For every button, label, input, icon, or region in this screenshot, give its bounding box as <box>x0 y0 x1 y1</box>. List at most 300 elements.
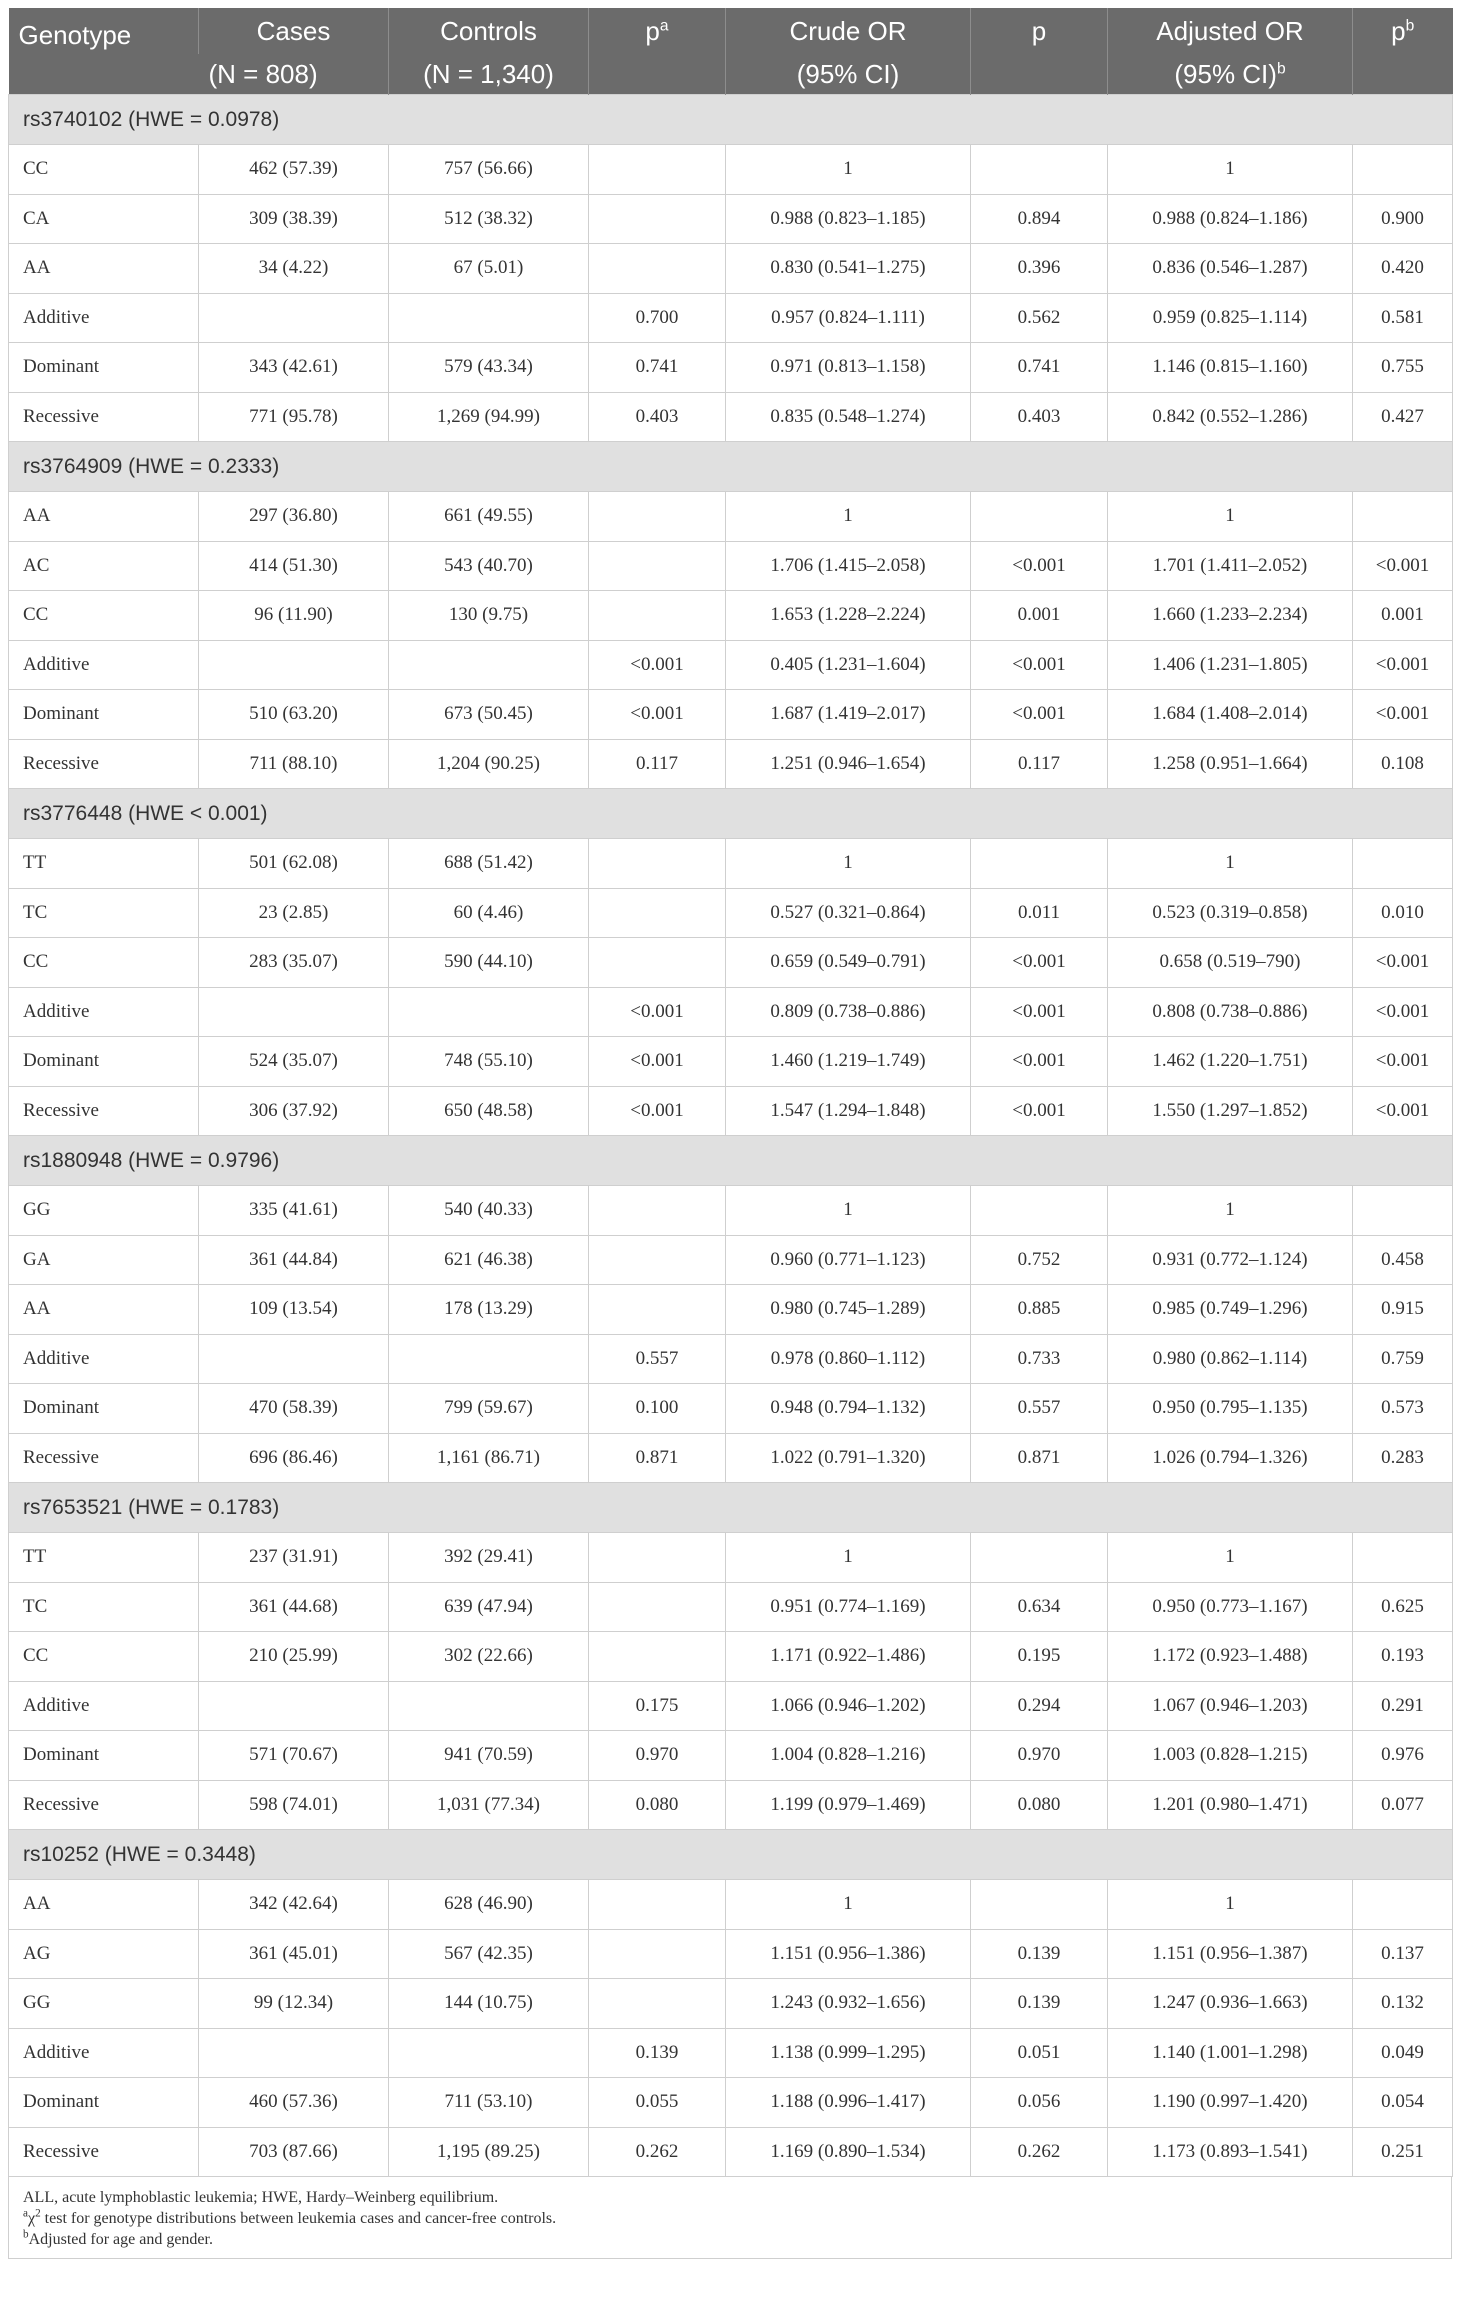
table-row <box>9 2127 1453 2177</box>
genotype-cell: Additive <box>9 293 199 343</box>
p-cell: 0.011 <box>971 888 1108 938</box>
p-a-cell <box>589 1880 726 1930</box>
cases-cell: 462 (57.39) <box>199 145 389 195</box>
genotype-cell: TC <box>9 1582 199 1632</box>
genotype-cell: Additive <box>9 1681 199 1731</box>
table-row <box>9 690 1453 740</box>
p-a-cell <box>589 1235 726 1285</box>
controls-cell: 130 (9.75) <box>389 591 589 641</box>
p-a-cell: 0.557 <box>589 1334 726 1384</box>
cases-cell: 524 (35.07) <box>199 1037 389 1087</box>
p-a-cell: <0.001 <box>589 690 726 740</box>
table-row <box>9 1681 1453 1731</box>
table-row <box>9 1780 1453 1830</box>
table-row <box>9 640 1453 690</box>
crude-or-cell: 1.004 (0.828–1.216) <box>726 1731 971 1781</box>
table-body <box>9 95 1453 2177</box>
p-b-cell: 0.108 <box>1353 739 1453 789</box>
crude-or-cell: 0.948 (0.794–1.132) <box>726 1384 971 1434</box>
p-b-cell: 0.976 <box>1353 1731 1453 1781</box>
p-a-cell: <0.001 <box>589 1037 726 1087</box>
p-b-cell: <0.001 <box>1353 938 1453 988</box>
snp-section-header <box>9 789 1453 839</box>
p-a-cell: 0.741 <box>589 343 726 393</box>
p-cell: 0.294 <box>971 1681 1108 1731</box>
adjusted-or-cell: 1.462 (1.220–1.751) <box>1108 1037 1353 1087</box>
adjusted-or-cell: 1.026 (0.794–1.326) <box>1108 1433 1353 1483</box>
crude-or-cell: 0.960 (0.771–1.123) <box>726 1235 971 1285</box>
adjusted-or-cell: 0.658 (0.519–790) <box>1108 938 1353 988</box>
snp-section-header <box>9 1483 1453 1533</box>
p-a-cell: 0.139 <box>589 2028 726 2078</box>
genotype-cell: AA <box>9 1285 199 1335</box>
controls-cell: 178 (13.29) <box>389 1285 589 1335</box>
genotype-cell: AA <box>9 1880 199 1930</box>
genotype-cell: Dominant <box>9 690 199 740</box>
genotype-cell: Dominant <box>9 343 199 393</box>
table-row <box>9 1929 1453 1979</box>
p-b-cell: 0.001 <box>1353 591 1453 641</box>
adjusted-or-cell: 0.523 (0.319–0.858) <box>1108 888 1353 938</box>
table-row <box>9 1186 1453 1236</box>
p-b-cell: 0.132 <box>1353 1979 1453 2029</box>
p-cell: <0.001 <box>971 640 1108 690</box>
cases-cell: 470 (58.39) <box>199 1384 389 1434</box>
p-b-cell: <0.001 <box>1353 690 1453 740</box>
controls-cell <box>389 293 589 343</box>
p-a-cell: 0.970 <box>589 1731 726 1781</box>
table-row <box>9 1037 1453 1087</box>
cases-cell: 309 (38.39) <box>199 194 389 244</box>
adjusted-or-cell: 1.003 (0.828–1.215) <box>1108 1731 1353 1781</box>
header-controls: Controls <box>389 8 589 54</box>
controls-cell: 302 (22.66) <box>389 1632 589 1682</box>
crude-or-cell: 0.971 (0.813–1.158) <box>726 343 971 393</box>
genotype-cell: AG <box>9 1929 199 1979</box>
adjusted-or-cell: 1.701 (1.411–2.052) <box>1108 541 1353 591</box>
cases-cell: 771 (95.78) <box>199 392 389 442</box>
controls-cell: 1,269 (94.99) <box>389 392 589 442</box>
p-cell: 0.080 <box>971 1780 1108 1830</box>
controls-cell: 711 (53.10) <box>389 2078 589 2128</box>
genotype-cell: TT <box>9 839 199 889</box>
cases-cell: 361 (44.68) <box>199 1582 389 1632</box>
genotype-cell: CC <box>9 938 199 988</box>
crude-or-cell: 0.659 (0.549–0.791) <box>726 938 971 988</box>
header-blank <box>589 54 726 95</box>
adjusted-or-cell: 1 <box>1108 1533 1353 1583</box>
header-p-a: $p^a$ <box>589 8 726 54</box>
adjusted-or-cell: 1 <box>1108 839 1353 889</box>
snp-section-title: rs3764909 (HWE = 0.2333) <box>9 442 1453 492</box>
p-a-cell <box>589 244 726 294</box>
cases-cell <box>199 293 389 343</box>
footnote-a: $^a\chi^2$ test for genotype distributions between leukemia cases and cancer-free controls. <box>23 2207 557 2227</box>
adjusted-or-cell: 0.950 (0.773–1.167) <box>1108 1582 1353 1632</box>
p-a-cell <box>589 194 726 244</box>
crude-or-cell: 1.138 (0.999–1.295) <box>726 2028 971 2078</box>
cases-cell <box>199 2028 389 2078</box>
table-row <box>9 2078 1453 2128</box>
p-cell <box>971 839 1108 889</box>
adjusted-or-cell: 1.173 (0.893–1.541) <box>1108 2127 1353 2177</box>
p-a-cell <box>589 839 726 889</box>
cases-cell: 297 (36.80) <box>199 492 389 542</box>
header-cases-n: (N = 808) <box>199 54 389 95</box>
table-row <box>9 839 1453 889</box>
crude-or-cell: 1.188 (0.996–1.417) <box>726 2078 971 2128</box>
crude-or-cell: 0.957 (0.824–1.111) <box>726 293 971 343</box>
header-p: p <box>971 8 1108 54</box>
table-row <box>9 739 1453 789</box>
table-row <box>9 1334 1453 1384</box>
p-a-cell <box>589 145 726 195</box>
p-cell <box>971 492 1108 542</box>
snp-section-header <box>9 1136 1453 1186</box>
table-row <box>9 1979 1453 2029</box>
genotype-cell: AA <box>9 492 199 542</box>
crude-or-cell: 0.830 (0.541–1.275) <box>726 244 971 294</box>
p-b-cell: 0.458 <box>1353 1235 1453 1285</box>
p-b-cell: 0.077 <box>1353 1780 1453 1830</box>
snp-section-title: rs10252 (HWE = 0.3448) <box>9 1830 1453 1880</box>
p-cell: 0.970 <box>971 1731 1108 1781</box>
p-b-cell: <0.001 <box>1353 1086 1453 1136</box>
p-cell: 0.557 <box>971 1384 1108 1434</box>
table-row <box>9 343 1453 393</box>
p-cell: 0.051 <box>971 2028 1108 2078</box>
crude-or-cell: 1.653 (1.228–2.224) <box>726 591 971 641</box>
controls-cell <box>389 2028 589 2078</box>
p-a-cell: 0.175 <box>589 1681 726 1731</box>
table-row <box>9 1632 1453 1682</box>
adjusted-or-cell: 1 <box>1108 492 1353 542</box>
p-a-cell: <0.001 <box>589 640 726 690</box>
table-row <box>9 194 1453 244</box>
controls-cell: 512 (38.32) <box>389 194 589 244</box>
p-b-cell: 0.054 <box>1353 2078 1453 2128</box>
snp-section-title: rs3740102 (HWE = 0.0978) <box>9 95 1453 145</box>
footnote-abbreviations: ALL, acute lymphoblastic leukemia; HWE, Hardy–Weinberg equilibrium. <box>23 2189 499 2206</box>
crude-or-cell: 0.980 (0.745–1.289) <box>726 1285 971 1335</box>
genotype-cell: CC <box>9 145 199 195</box>
controls-cell: 1,161 (86.71) <box>389 1433 589 1483</box>
cases-cell <box>199 1681 389 1731</box>
genotype-cell: GG <box>9 1186 199 1236</box>
cases-cell: 510 (63.20) <box>199 690 389 740</box>
table-row <box>9 1384 1453 1434</box>
p-b-cell: 0.420 <box>1353 244 1453 294</box>
table-row <box>9 492 1453 542</box>
controls-cell: 650 (48.58) <box>389 1086 589 1136</box>
p-b-cell: 0.915 <box>1353 1285 1453 1335</box>
p-b-cell: 0.137 <box>1353 1929 1453 1979</box>
p-a-cell <box>589 1186 726 1236</box>
p-a-cell: <0.001 <box>589 1086 726 1136</box>
p-a-cell <box>589 541 726 591</box>
table-row <box>9 145 1453 195</box>
controls-cell <box>389 1681 589 1731</box>
table-row <box>9 244 1453 294</box>
adjusted-or-cell: 1.660 (1.233–2.234) <box>1108 591 1353 641</box>
table-row <box>9 293 1453 343</box>
adjusted-or-cell: 1.550 (1.297–1.852) <box>1108 1086 1353 1136</box>
p-a-cell: 0.700 <box>589 293 726 343</box>
table-row <box>9 392 1453 442</box>
p-b-cell: <0.001 <box>1353 1037 1453 1087</box>
controls-cell: 621 (46.38) <box>389 1235 589 1285</box>
table-row <box>9 1285 1453 1335</box>
controls-cell: 540 (40.33) <box>389 1186 589 1236</box>
crude-or-cell: 1 <box>726 492 971 542</box>
genotype-cell: Recessive <box>9 2127 199 2177</box>
cases-cell: 99 (12.34) <box>199 1979 389 2029</box>
adjusted-or-cell: 1.406 (1.231–1.805) <box>1108 640 1353 690</box>
p-b-cell: 0.283 <box>1353 1433 1453 1483</box>
p-a-cell: 0.403 <box>589 392 726 442</box>
crude-or-cell: 1 <box>726 1880 971 1930</box>
adjusted-or-cell: 1.146 (0.815–1.160) <box>1108 343 1353 393</box>
crude-or-cell: 0.951 (0.774–1.169) <box>726 1582 971 1632</box>
p-cell: <0.001 <box>971 1086 1108 1136</box>
controls-cell: 1,031 (77.34) <box>389 1780 589 1830</box>
p-b-cell: <0.001 <box>1353 541 1453 591</box>
cases-cell: 23 (2.85) <box>199 888 389 938</box>
controls-cell <box>389 1334 589 1384</box>
p-b-cell <box>1353 145 1453 195</box>
table-row <box>9 541 1453 591</box>
crude-or-cell: 1.706 (1.415–2.058) <box>726 541 971 591</box>
table-row <box>9 938 1453 988</box>
p-cell: 0.117 <box>971 739 1108 789</box>
crude-or-cell: 1 <box>726 145 971 195</box>
p-cell: <0.001 <box>971 938 1108 988</box>
genotype-cell: Recessive <box>9 739 199 789</box>
genotype-cell: AA <box>9 244 199 294</box>
cases-cell <box>199 987 389 1037</box>
cases-cell: 343 (42.61) <box>199 343 389 393</box>
genotype-cell: Dominant <box>9 2078 199 2128</box>
crude-or-cell: 0.835 (0.548–1.274) <box>726 392 971 442</box>
p-b-cell <box>1353 492 1453 542</box>
controls-cell: 1,204 (90.25) <box>389 739 589 789</box>
snp-section-title: rs3776448 (HWE < 0.001) <box>9 789 1453 839</box>
header-adjusted-or: Adjusted OR <box>1108 8 1353 54</box>
p-cell: 0.396 <box>971 244 1108 294</box>
crude-or-cell: 1.022 (0.791–1.320) <box>726 1433 971 1483</box>
table-row <box>9 2028 1453 2078</box>
cases-cell: 501 (62.08) <box>199 839 389 889</box>
genotype-cell: Additive <box>9 987 199 1037</box>
p-b-cell <box>1353 1186 1453 1236</box>
adjusted-or-cell: 0.959 (0.825–1.114) <box>1108 293 1353 343</box>
p-b-cell: 0.573 <box>1353 1384 1453 1434</box>
adjusted-or-cell: 0.980 (0.862–1.114) <box>1108 1334 1353 1384</box>
crude-or-cell: 1.066 (0.946–1.202) <box>726 1681 971 1731</box>
cases-cell: 237 (31.91) <box>199 1533 389 1583</box>
table-row <box>9 1433 1453 1483</box>
p-b-cell: 0.251 <box>1353 2127 1453 2177</box>
p-a-cell <box>589 1979 726 2029</box>
cases-cell: 414 (51.30) <box>199 541 389 591</box>
p-cell <box>971 1186 1108 1236</box>
p-a-cell: 0.100 <box>589 1384 726 1434</box>
p-cell: <0.001 <box>971 541 1108 591</box>
p-cell: 0.752 <box>971 1235 1108 1285</box>
controls-cell: 579 (43.34) <box>389 343 589 393</box>
genotype-cell: CC <box>9 591 199 641</box>
crude-or-cell: 1 <box>726 1533 971 1583</box>
genotype-cell: CA <box>9 194 199 244</box>
p-a-cell <box>589 938 726 988</box>
p-a-cell <box>589 1285 726 1335</box>
header-blank <box>1353 54 1453 95</box>
genotype-cell: Recessive <box>9 1086 199 1136</box>
p-a-cell: 0.262 <box>589 2127 726 2177</box>
p-b-cell: 0.427 <box>1353 392 1453 442</box>
controls-cell: 748 (55.10) <box>389 1037 589 1087</box>
cases-cell: 34 (4.22) <box>199 244 389 294</box>
controls-cell: 567 (42.35) <box>389 1929 589 1979</box>
header-blank <box>971 54 1108 95</box>
p-b-cell: 0.759 <box>1353 1334 1453 1384</box>
crude-or-cell: 1.171 (0.922–1.486) <box>726 1632 971 1682</box>
header-crude-or: Crude OR <box>726 8 971 54</box>
table-row <box>9 1731 1453 1781</box>
p-cell: 0.139 <box>971 1979 1108 2029</box>
genotype-cell: TT <box>9 1533 199 1583</box>
crude-or-cell: 1.251 (0.946–1.654) <box>726 739 971 789</box>
cases-cell: 361 (44.84) <box>199 1235 389 1285</box>
cases-cell: 460 (57.36) <box>199 2078 389 2128</box>
adjusted-or-cell: 0.950 (0.795–1.135) <box>1108 1384 1353 1434</box>
p-cell <box>971 145 1108 195</box>
adjusted-or-cell: 0.842 (0.552–1.286) <box>1108 392 1353 442</box>
cases-cell: 703 (87.66) <box>199 2127 389 2177</box>
controls-cell: 941 (70.59) <box>389 1731 589 1781</box>
genotype-cell: TC <box>9 888 199 938</box>
header-genotype: Genotype <box>9 8 199 95</box>
genotype-cell: Recessive <box>9 392 199 442</box>
table-row <box>9 1582 1453 1632</box>
adjusted-or-cell: 1.140 (1.001–1.298) <box>1108 2028 1353 2078</box>
p-cell: 0.562 <box>971 293 1108 343</box>
p-b-cell: 0.193 <box>1353 1632 1453 1682</box>
controls-cell: 60 (4.46) <box>389 888 589 938</box>
crude-or-cell: 0.405 (1.231–1.604) <box>726 640 971 690</box>
controls-cell: 543 (40.70) <box>389 541 589 591</box>
header-cases: Cases <box>199 8 389 54</box>
p-a-cell: 0.117 <box>589 739 726 789</box>
controls-cell: 67 (5.01) <box>389 244 589 294</box>
p-a-cell: 0.871 <box>589 1433 726 1483</box>
cases-cell: 696 (86.46) <box>199 1433 389 1483</box>
p-a-cell <box>589 591 726 641</box>
table-footnotes <box>8 2177 1452 2259</box>
adjusted-or-cell: 1 <box>1108 1880 1353 1930</box>
table-container <box>8 8 1452 2259</box>
p-b-cell: 0.755 <box>1353 343 1453 393</box>
crude-or-cell: 1.547 (1.294–1.848) <box>726 1086 971 1136</box>
p-a-cell <box>589 1632 726 1682</box>
controls-cell <box>389 987 589 1037</box>
p-cell: <0.001 <box>971 690 1108 740</box>
p-b-cell <box>1353 839 1453 889</box>
cases-cell: 571 (70.67) <box>199 1731 389 1781</box>
genotype-cell: GA <box>9 1235 199 1285</box>
adjusted-or-cell: 1.190 (0.997–1.420) <box>1108 2078 1353 2128</box>
p-cell: 0.139 <box>971 1929 1108 1979</box>
adjusted-or-cell: 1.201 (0.980–1.471) <box>1108 1780 1353 1830</box>
table-row <box>9 1086 1453 1136</box>
snp-section-header <box>9 1830 1453 1880</box>
p-cell <box>971 1533 1108 1583</box>
crude-or-cell: 1.151 (0.956–1.386) <box>726 1929 971 1979</box>
cases-cell: 342 (42.64) <box>199 1880 389 1930</box>
crude-or-cell: 1.687 (1.419–2.017) <box>726 690 971 740</box>
p-a-cell <box>589 1929 726 1979</box>
p-cell: 0.056 <box>971 2078 1108 2128</box>
table-header <box>9 8 1453 95</box>
crude-or-cell: 0.809 (0.738–0.886) <box>726 987 971 1037</box>
cases-cell: 210 (25.99) <box>199 1632 389 1682</box>
adjusted-or-cell: 1.067 (0.946–1.203) <box>1108 1681 1353 1731</box>
header-crude-ci: (95% CI) <box>726 54 971 95</box>
p-a-cell <box>589 1582 726 1632</box>
adjusted-or-cell: 0.931 (0.772–1.124) <box>1108 1235 1353 1285</box>
header-adjusted-ci: (95% CI)$^b$ <box>1108 54 1353 95</box>
cases-cell: 335 (41.61) <box>199 1186 389 1236</box>
p-a-cell <box>589 1533 726 1583</box>
p-b-cell: 0.010 <box>1353 888 1453 938</box>
controls-cell: 144 (10.75) <box>389 1979 589 2029</box>
crude-or-cell: 0.527 (0.321–0.864) <box>726 888 971 938</box>
cases-cell: 96 (11.90) <box>199 591 389 641</box>
adjusted-or-cell: 1.684 (1.408–2.014) <box>1108 690 1353 740</box>
p-cell: 0.634 <box>971 1582 1108 1632</box>
crude-or-cell: 1 <box>726 839 971 889</box>
genotype-cell: Additive <box>9 2028 199 2078</box>
p-cell: 0.741 <box>971 343 1108 393</box>
adjusted-or-cell: 0.988 (0.824–1.186) <box>1108 194 1353 244</box>
genotype-cell: AC <box>9 541 199 591</box>
p-cell: 0.871 <box>971 1433 1108 1483</box>
controls-cell: 639 (47.94) <box>389 1582 589 1632</box>
cases-cell: 711 (88.10) <box>199 739 389 789</box>
p-a-cell: 0.055 <box>589 2078 726 2128</box>
snp-section-header <box>9 442 1453 492</box>
cases-cell: 361 (45.01) <box>199 1929 389 1979</box>
adjusted-or-cell: 1 <box>1108 1186 1353 1236</box>
controls-cell <box>389 640 589 690</box>
footnote-b: $^b$Adjusted for age and gender. <box>23 2228 213 2248</box>
controls-cell: 590 (44.10) <box>389 938 589 988</box>
genotype-cell: Additive <box>9 640 199 690</box>
adjusted-or-cell: 0.985 (0.749–1.296) <box>1108 1285 1353 1335</box>
adjusted-or-cell: 0.836 (0.546–1.287) <box>1108 244 1353 294</box>
controls-cell: 799 (59.67) <box>389 1384 589 1434</box>
controls-cell: 1,195 (89.25) <box>389 2127 589 2177</box>
genotype-cell: Recessive <box>9 1433 199 1483</box>
p-a-cell <box>589 492 726 542</box>
genotype-cell: Recessive <box>9 1780 199 1830</box>
crude-or-cell: 1.460 (1.219–1.749) <box>726 1037 971 1087</box>
controls-cell: 628 (46.90) <box>389 1880 589 1930</box>
snp-section-title: rs1880948 (HWE = 0.9796) <box>9 1136 1453 1186</box>
p-cell: 0.403 <box>971 392 1108 442</box>
controls-cell: 688 (51.42) <box>389 839 589 889</box>
crude-or-cell: 1.199 (0.979–1.469) <box>726 1780 971 1830</box>
